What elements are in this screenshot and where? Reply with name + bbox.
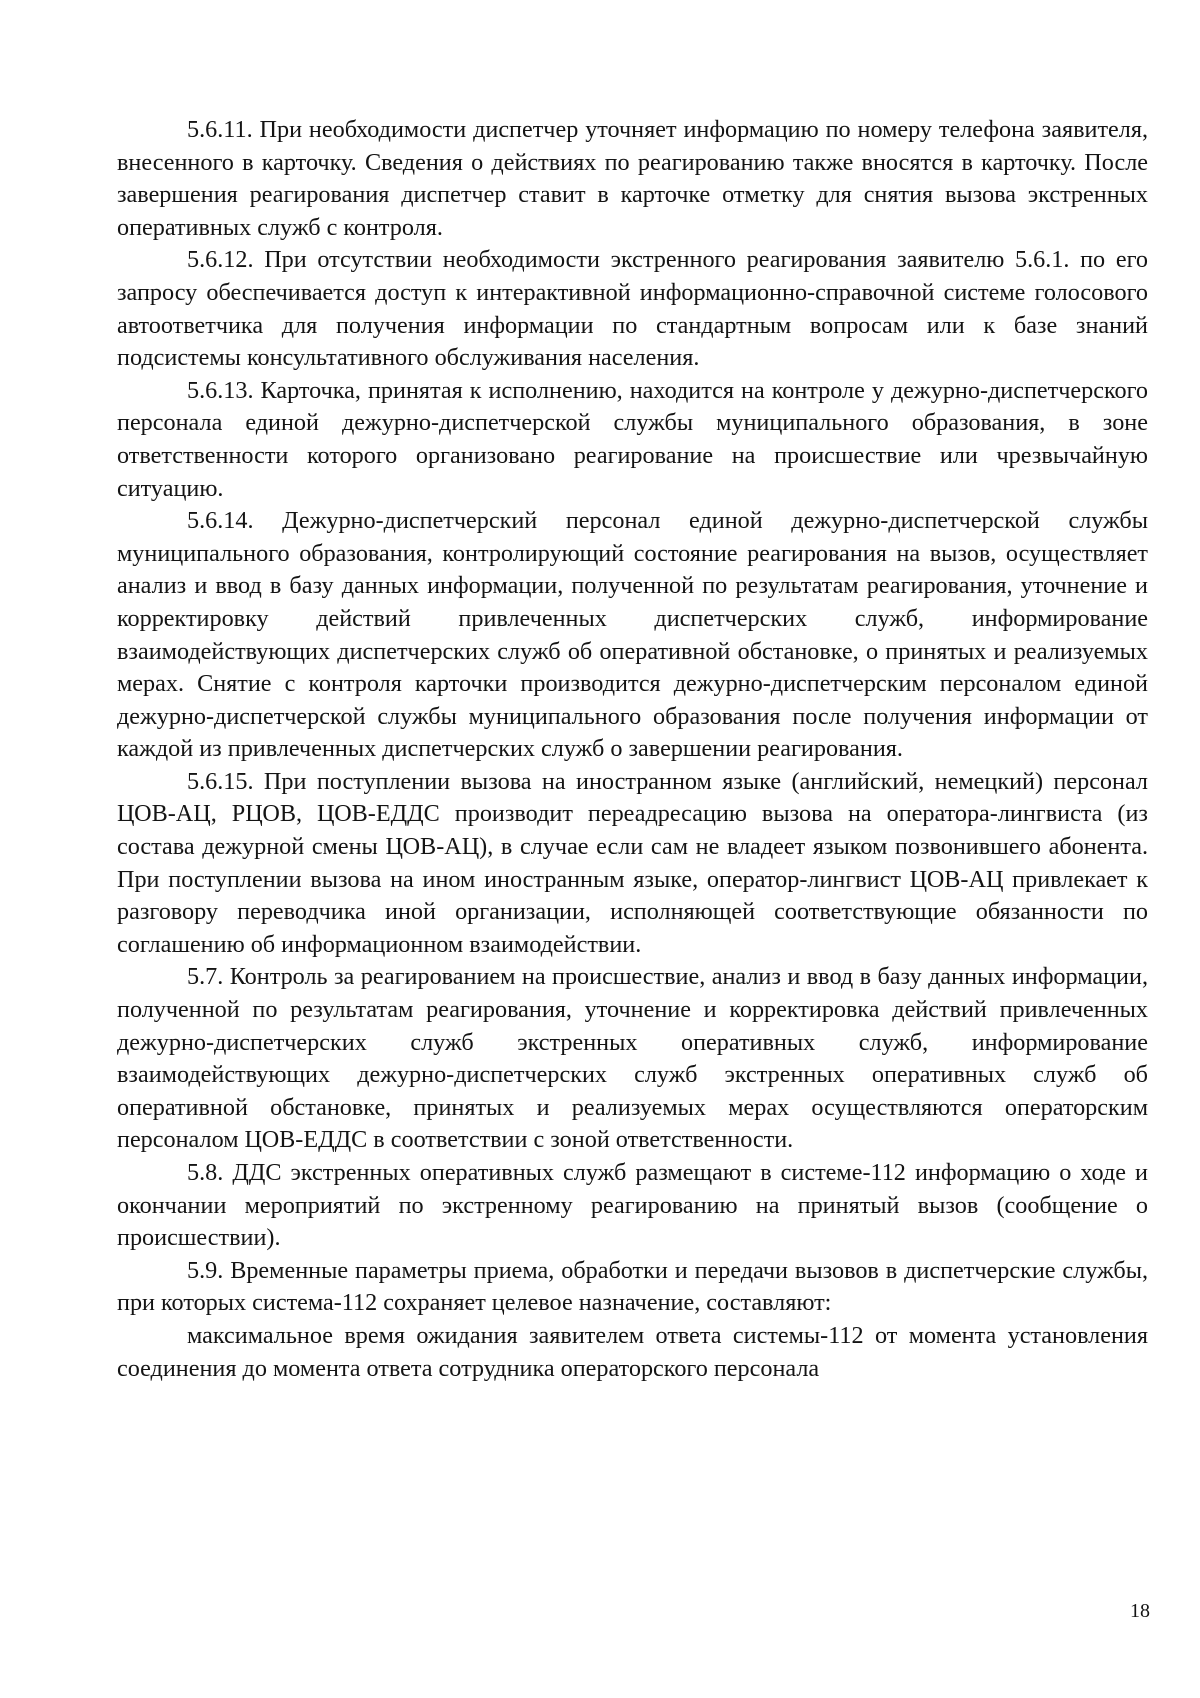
page-number: 18 — [1130, 1600, 1150, 1622]
paragraph-5-9: 5.9. Временные параметры приема, обработки и передачи вызовов в диспетчерские службы, при которых система-112 сохраняет целевое назначение, составляют: — [117, 1256, 1148, 1317]
document-body — [117, 114, 1148, 1385]
paragraph-max-wait-time: максимальное время ожидания заявителем ответа системы-112 от момента установления соединения до момента ответа сотрудника операторского персонала — [117, 1321, 1148, 1382]
paragraph-5-6-12: 5.6.12. При отсутствии необходимости экстренного реагирования заявителю 5.6.1. по его запросу обеспечивается доступ к интерактивной информационно-справочной системе голосового автоответчика для получения информации по стандартным вопросам или к базе знаний подсистемы консультативного обслуживания населения. — [117, 246, 1148, 372]
paragraph-5-6-13: 5.6.13. Карточка, принятая к исполнению, находится на контроле у дежурно-диспетчерского персонала единой дежурно-диспетчерской службы муниципального образования, в зоне ответственности которого организовано реагирование на происшествие или чрезвычайную ситуацию. — [117, 376, 1148, 502]
paragraph-5-6-15: 5.6.15. При поступлении вызова на иностранном языке (английский, немецкий) персонал ЦОВ-АЦ, РЦОВ, ЦОВ-ЕДДС производит переадресацию вызова на оператора-лингвиста (из состава дежурной смены ЦОВ-АЦ), в случае если сам не владеет языком позвонившего абонента. При поступлении вызова на ином иностранным языке, оператор-лингвист ЦОВ-АЦ привлекает к разговору переводчика иной организации, исполняющей соответствующие обязанности по соглашению об информационном взаимодействии. — [117, 767, 1148, 958]
paragraph-5-6-14: 5.6.14. Дежурно-диспетчерский персонал единой дежурно-диспетчерской службы муниципального образования, контролирующий состояние реагирования на вызов, осуществляет анализ и ввод в базу данных информации, полученной по результатам реагирования, уточнение и корректировку действий привлеченных диспетчерских служб, информирование взаимодействующих диспетчерских служб об оперативной обстановке, о принятых и реализуемых мерах. Снятие с контроля карточки производится дежурно-диспетчерским персоналом единой дежурно-диспетчерской службы муниципального образования после получения информации от каждой из привлеченных диспетчерских служб о завершении реагирования. — [117, 507, 1148, 763]
paragraph-5-6-11: 5.6.11. При необходимости диспетчер уточняет информацию по номеру телефона заявителя, внесенного в карточку. Сведения о действиях по реагированию также вносятся в карточку. После завершения реагирования диспетчер ставит в карточке отметку для снятия вызова экстренных оперативных служб с контроля. — [117, 116, 1148, 241]
paragraph-5-8: 5.8. ДДС экстренных оперативных служб размещают в системе-112 информацию о ходе и окончании мероприятий по экстренному реагированию на принятый вызов (сообщение о происшествии). — [117, 1159, 1148, 1252]
paragraph-5-7: 5.7. Контроль за реагированием на происшествие, анализ и ввод в базу данных информации, полученной по результатам реагирования, уточнение и корректировка действий привлеченных дежурно-диспетчерских служб экстренных оперативных служб, информирование взаимодействующих дежурно-диспетчерских служб экстренных оперативных служб об оперативной обстановке, принятых и реализуемых мерах осуществляются операторским персоналом ЦОВ-ЕДДС в соответствии с зоной ответственности. — [117, 963, 1148, 1154]
